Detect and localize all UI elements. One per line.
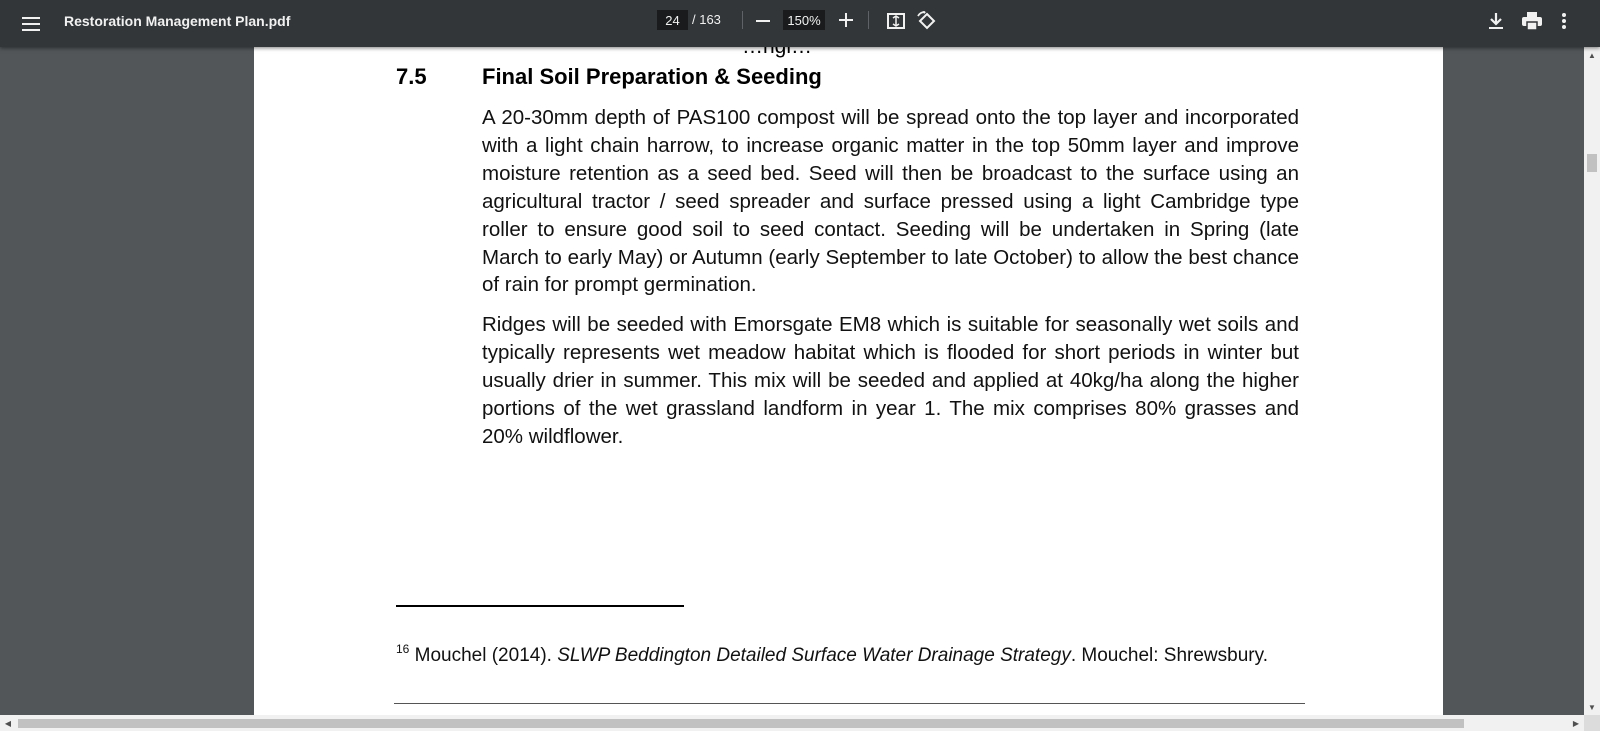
footnote-title: SLWP Beddington Detailed Surface Water Drainage Strategy <box>557 645 1071 666</box>
paragraph: A 20-30mm depth of PAS100 compost will be spread onto the top layer and incorporated with a light chain harrow, to increase organic matter in the top 50mm layer and improve moisture retention as a seed bed. Seed will then be broadcast to the surface using an agricultural tractor / seed spreader and surface pressed using a light Cambridge type roller to ensure good soil to seed contact. Seeding will be undertaken in Spring (late March to early May) or Autumn (early September to late October) to allow the best chance of rain for prompt germination. <box>482 106 1299 297</box>
more-vert-icon <box>1562 13 1566 29</box>
menu-button[interactable] <box>14 8 48 40</box>
fit-page-icon <box>887 13 905 29</box>
rotate-button[interactable] <box>915 9 939 33</box>
scroll-down-icon[interactable]: ▼ <box>1588 702 1596 712</box>
paragraph: Ridges will be seeded with Emorsgate EM8 which is suitable for seasonally wet soils and typically represents wet meadow habitat which is flooded for short periods in winter but usually drier in summer. This mix will be seeded and applied at 40kg/ha along the higher portions of the wet grassland landform in year 1. The mix comprises 80% grasses and 20% wildflower. <box>482 313 1299 448</box>
plus-icon <box>839 13 853 27</box>
page-bottom-rule <box>394 703 1305 704</box>
pdf-toolbar <box>0 0 1600 47</box>
footnote <box>396 637 1296 668</box>
print-button[interactable] <box>1519 9 1545 33</box>
pdf-page <box>254 47 1443 715</box>
zoom-input[interactable] <box>783 10 825 30</box>
section-number: 7.5 <box>396 64 427 89</box>
rotate-icon <box>917 11 937 31</box>
vertical-scrollbar[interactable] <box>1584 47 1600 715</box>
vertical-scroll-thumb[interactable] <box>1587 154 1597 172</box>
page-total: / 163 <box>692 12 721 27</box>
more-actions-button[interactable] <box>1556 9 1572 33</box>
fit-page-button[interactable] <box>884 9 908 33</box>
zoom-in-button[interactable] <box>835 9 857 31</box>
section-title: Final Soil Preparation & Seeding <box>482 64 822 89</box>
footnote-separator <box>396 605 684 607</box>
scrollbar-corner <box>1584 715 1600 731</box>
footnote-author: Mouchel (2014). <box>409 645 558 666</box>
scroll-left-icon[interactable]: ◀ <box>4 718 12 728</box>
print-icon <box>1522 12 1542 30</box>
footnote-publisher: . Mouchel: Shrewsbury. <box>1070 645 1268 666</box>
toolbar-divider <box>742 11 743 29</box>
download-icon <box>1488 12 1504 30</box>
pdf-viewer[interactable] <box>0 47 1584 715</box>
document-title: Restoration Management Plan.pdf <box>64 13 291 29</box>
download-button[interactable] <box>1484 9 1508 33</box>
scroll-right-icon[interactable]: ▶ <box>1572 718 1580 728</box>
toolbar-divider <box>868 11 869 29</box>
scroll-up-icon[interactable]: ▲ <box>1588 50 1596 60</box>
horizontal-scroll-thumb[interactable] <box>18 719 1464 728</box>
menu-icon <box>22 17 40 31</box>
zoom-out-button[interactable] <box>752 10 774 32</box>
minus-icon <box>756 14 770 28</box>
page-number-input[interactable] <box>657 10 688 30</box>
footnote-number: 16 <box>396 642 410 656</box>
